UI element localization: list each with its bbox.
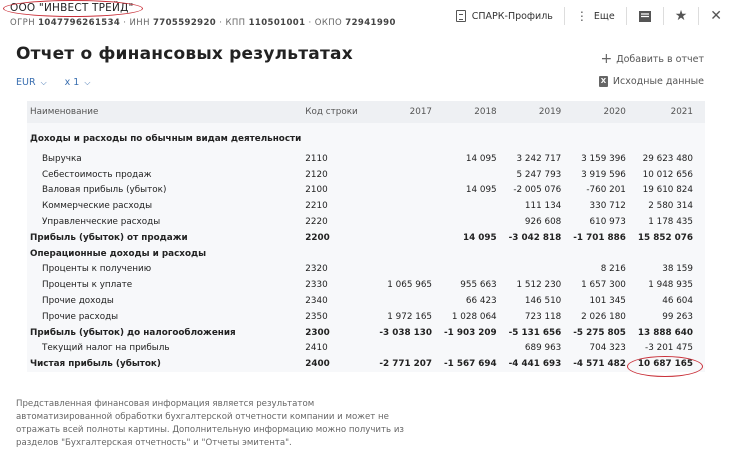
row-value-2021: 46 604 (662, 296, 693, 307)
row-value-2020: 101 345 (589, 296, 626, 307)
table-row (27, 309, 705, 325)
inbox-icon (638, 10, 652, 23)
row-value-2018: -1 903 209 (444, 327, 497, 338)
row-value-2017: 1 065 965 (387, 280, 433, 291)
column-header-2017: 2017 (379, 101, 444, 123)
table-header-row (27, 101, 705, 123)
row-code: 2110 (305, 153, 328, 164)
ogrn-value: 1047796261534 (38, 18, 121, 28)
favorite-button[interactable] (675, 9, 688, 23)
row-value-2018: 14 095 (465, 185, 497, 196)
row-code: 2330 (305, 280, 328, 291)
more-label: Еще (593, 10, 615, 22)
table-row (27, 325, 705, 341)
row-value-2020: -5 275 805 (573, 327, 626, 338)
row-value-2018 (444, 246, 509, 262)
row-value-2017 (379, 167, 444, 183)
row-name: Проценты к уплате (42, 280, 133, 291)
row-value-2021: 29 623 480 (642, 153, 693, 164)
row-value-2021: 10 687 165 (637, 359, 693, 370)
row-value-2021: 19 610 824 (642, 185, 693, 196)
company-name: ООО "ИНВЕСТ ТРЕЙД" (10, 2, 134, 14)
table-row (27, 167, 705, 183)
row-name: Проценты к получению (42, 264, 152, 275)
star-icon: ★ (674, 8, 688, 24)
company-identifiers: ОГРН 1047796261534 · ИНН 7705592920 · КПП 110501001 · ОКПО 72941990 (10, 18, 396, 28)
top-toolbar (456, 6, 722, 26)
currency-select[interactable] (16, 77, 47, 88)
table-row (27, 277, 705, 293)
chevron-down-icon: ⌵ (40, 78, 47, 87)
row-name: Прочие доходы (42, 296, 114, 307)
row-code: 2350 (305, 311, 328, 322)
row-value-2020: 3 159 396 (581, 153, 626, 164)
row-code (301, 246, 379, 262)
row-value-2021: -3 201 475 (645, 343, 693, 354)
column-header-2021: 2021 (638, 101, 705, 123)
row-value-2020: -1 701 886 (573, 232, 626, 243)
row-value-2018 (444, 198, 509, 214)
row-value-2018 (444, 214, 509, 230)
row-name: Управленческие расходы (42, 217, 161, 228)
report-controls (16, 77, 108, 88)
table-row (27, 356, 705, 372)
row-name: Операционные доходы и расходы (30, 248, 207, 259)
source-data-button[interactable] (599, 76, 704, 87)
row-value-2019: -4 441 693 (508, 359, 562, 370)
row-value-2021: 2 580 314 (648, 201, 693, 212)
row-value-2017 (379, 151, 444, 167)
row-code (301, 123, 379, 151)
row-value-2018 (444, 262, 509, 278)
financial-results-table (27, 101, 705, 372)
row-code: 2410 (305, 343, 328, 354)
more-vertical-icon: ⋮ (575, 9, 588, 23)
chevron-down-icon: ⌵ (84, 78, 91, 87)
multiplier-value: x 1 (64, 77, 80, 88)
row-name: Прибыль (убыток) до налогообложения (30, 327, 236, 338)
row-value-2017: 1 972 165 (387, 311, 433, 322)
row-value-2017 (379, 341, 444, 357)
row-value-2019 (509, 246, 574, 262)
multiplier-select[interactable] (65, 77, 91, 88)
row-name: Валовая прибыль (убыток) (42, 185, 167, 196)
row-value-2018: 66 423 (465, 296, 497, 307)
row-name: Доходы и расходы по обычным видам деятельности (30, 133, 302, 144)
row-value-2019: -2 005 076 (513, 185, 562, 196)
column-header-code: Код строки (301, 101, 379, 123)
row-value-2020: 330 712 (589, 201, 626, 212)
close-icon: ✕ (710, 8, 722, 24)
row-value-2017 (379, 198, 444, 214)
row-code: 2120 (305, 169, 328, 180)
row-value-2017 (379, 293, 444, 309)
table-row (27, 230, 705, 246)
ogrn-label: ОГРН (10, 18, 35, 28)
table-row (27, 214, 705, 230)
row-value-2021: 1 178 435 (648, 217, 693, 228)
row-value-2021: 1 948 935 (648, 280, 693, 291)
table-row (27, 198, 705, 214)
row-value-2019: 146 510 (524, 296, 562, 307)
inn-value: 7705592920 (152, 18, 217, 28)
row-value-2021 (638, 123, 705, 151)
row-code: 2100 (305, 185, 328, 196)
row-value-2020 (573, 246, 638, 262)
column-header-name: Наименование (27, 101, 301, 123)
close-button[interactable] (710, 9, 722, 23)
row-code: 2320 (305, 264, 328, 275)
row-value-2021: 38 159 (662, 264, 693, 275)
kpp-value: 110501001 (248, 18, 306, 28)
row-value-2018 (444, 341, 509, 357)
row-name: Прибыль (убыток) от продажи (30, 232, 188, 243)
company-name-highlight (3, 0, 143, 17)
row-value-2017: -3 038 130 (379, 327, 433, 338)
row-code: 2220 (305, 217, 328, 228)
row-value-2020: -4 571 482 (573, 359, 626, 370)
row-value-2017: -2 771 207 (379, 359, 433, 370)
row-code: 2300 (305, 327, 330, 338)
kpp-label: КПП (225, 18, 246, 28)
row-name: Чистая прибыль (убыток) (30, 359, 161, 370)
column-header-2018: 2018 (444, 101, 509, 123)
table-row (27, 293, 705, 309)
row-value-2018 (444, 123, 509, 151)
okpo-value: 72941990 (345, 18, 396, 28)
row-value-2017 (379, 183, 444, 199)
column-header-2019: 2019 (509, 101, 574, 123)
add-to-report-label: Добавить в отчет (616, 53, 704, 65)
table-row (27, 151, 705, 167)
page-title: Отчет о финансовых результатах (16, 44, 353, 64)
table-row (27, 341, 705, 357)
row-value-2019 (509, 262, 574, 278)
table-row (27, 246, 705, 262)
toolbar-divider (564, 7, 565, 25)
row-value-2019: 689 963 (524, 343, 562, 354)
column-header-2020: 2020 (573, 101, 638, 123)
row-value-2021: 10 012 656 (642, 169, 693, 180)
row-value-2017 (379, 230, 444, 246)
row-value-2021 (638, 246, 705, 262)
currency-value: EUR (16, 77, 36, 88)
row-value-2020: 3 919 596 (581, 169, 626, 180)
row-value-2017 (379, 123, 444, 151)
row-name: Коммерческие расходы (42, 201, 153, 212)
row-value-2019 (509, 123, 574, 151)
row-name: Текущий налог на прибыль (42, 343, 170, 354)
row-code: 2400 (305, 359, 330, 370)
row-value-2019: 1 512 230 (516, 280, 562, 291)
row-value-2019: 3 242 717 (516, 153, 562, 164)
row-value-2020: 704 323 (589, 343, 626, 354)
table-row (27, 123, 705, 151)
row-value-2020: 8 216 (600, 264, 626, 275)
inbox-button[interactable] (638, 10, 652, 23)
document-icon (456, 10, 466, 22)
toolbar-divider (663, 7, 664, 25)
row-code: 2340 (305, 296, 328, 307)
row-value-2019: -5 131 656 (508, 327, 562, 338)
row-value-2018: -1 567 694 (444, 359, 497, 370)
inn-label: ИНН (129, 18, 150, 28)
row-value-2019: 111 134 (524, 201, 562, 212)
spark-profile-button[interactable] (456, 10, 553, 22)
row-value-2018: 1 028 064 (451, 311, 497, 322)
row-value-2017 (379, 262, 444, 278)
row-value-2021: 13 888 640 (637, 327, 693, 338)
row-name: Выручка (42, 153, 82, 164)
toolbar-divider (626, 7, 627, 25)
table-row (27, 183, 705, 199)
plus-icon: + (600, 51, 613, 67)
row-value-2018: 955 663 (460, 280, 497, 291)
row-value-2018: 14 095 (465, 153, 497, 164)
row-value-2017 (379, 246, 444, 262)
row-value-2020: 1 657 300 (581, 280, 626, 291)
row-value-2017 (379, 214, 444, 230)
row-value-2019: -3 042 818 (508, 232, 562, 243)
source-data-label: Исходные данные (612, 76, 704, 87)
row-value-2021: 15 852 076 (637, 232, 693, 243)
row-code: 2200 (305, 232, 330, 243)
row-value-2020: 2 026 180 (581, 311, 626, 322)
row-name: Прочие расходы (42, 311, 119, 322)
okpo-label: ОКПО (314, 18, 343, 28)
more-button[interactable] (576, 10, 615, 22)
row-name: Себестоимость продаж (42, 169, 152, 180)
spark-profile-label: СПАРК-Профиль (471, 10, 553, 22)
net-profit-2021-highlight (627, 356, 703, 377)
row-value-2020: 610 973 (589, 217, 626, 228)
row-value-2019: 5 247 793 (516, 169, 562, 180)
row-value-2019: 926 608 (524, 217, 562, 228)
row-value-2021: 99 263 (662, 311, 693, 322)
excel-icon: X (600, 77, 607, 85)
row-code: 2210 (305, 201, 328, 212)
row-value-2019: 723 118 (524, 311, 562, 322)
add-to-report-button[interactable] (600, 52, 704, 66)
row-value-2018 (444, 167, 509, 183)
table-row (27, 262, 705, 278)
footnote: Представленная финансовая информация является результатом автоматизированной обработки бухгалтерской отчетности компании и может не отражать всей полноты картины. Дополнительную информацию можно получить из разделов "Бухгалтерская отчетность" и "Отчеты эмитента". (16, 399, 404, 448)
row-value-2020: -760 201 (586, 185, 626, 196)
row-value-2020 (573, 123, 638, 151)
toolbar-divider (698, 7, 699, 25)
row-value-2018: 14 095 (462, 232, 497, 243)
